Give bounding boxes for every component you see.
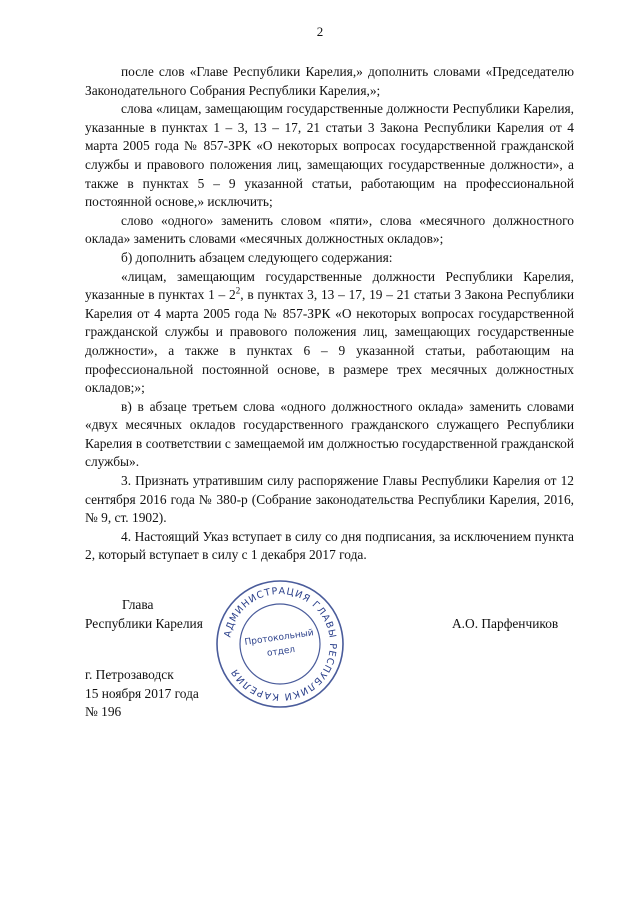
paragraph-item-3: 3. Признать утратившим силу распоряжение Главы Республики Карелия от 12 сентября 2016 года № 380-р (Собрание законодательства Республики Карелия, 2016, № 9, ст. 1902). bbox=[85, 473, 574, 526]
stamp-center-line2: отдел bbox=[266, 645, 296, 659]
paragraph-words-exclude: слова «лицам, замещающим государственные должности Республики Карелия, указанные в пунктах 1 – 3, 13 – 17, 21 статьи 3 Закона Республики Карелия от 4 марта 2005 года № 857-ЗРК «О некоторых вопросах государственной гражданской службы и правового положения лиц, замещающих государственные должности», а также в пунктах 5 – 9 указанной статьи, работающим на профессиональной постоянной основе,» исключить; bbox=[85, 101, 574, 210]
paragraph-addition bbox=[85, 268, 574, 398]
decree-number: № 196 bbox=[85, 704, 122, 720]
page-number: 2 bbox=[316, 24, 324, 39]
official-stamp bbox=[214, 578, 346, 710]
paragraph-word-replace: слово «одного» заменить словом «пяти», слова «месячного должностного оклада» заменить словами «месячных должностных окладов»; bbox=[85, 212, 574, 247]
stamp-outer-circle bbox=[217, 581, 343, 707]
paragraph-item-4: 4. Настоящий Указ вступает в силу со дня подписания, за исключением пункта 2, который вступает в силу с 1 декабря 2017 года. bbox=[85, 528, 574, 563]
stamp-ring-text: АДМИНИСТРАЦИЯ ГЛАВЫ РЕСПУБЛИКИ КАРЕЛИЯ bbox=[222, 585, 339, 703]
stamp-center-line1: Протокольный bbox=[244, 628, 315, 648]
signature-title bbox=[85, 596, 203, 633]
paragraph-item-b: б) дополнить абзацем следующего содержания: bbox=[121, 249, 393, 265]
signature-name: А.О. Парфенчиков bbox=[452, 616, 559, 631]
signature-title-line1: Глава bbox=[122, 597, 154, 612]
decree-date: 15 ноября 2017 года bbox=[85, 685, 199, 701]
place-date-block bbox=[85, 666, 199, 722]
paragraph-addition-part2: , в пунктах 3, 13 – 17, 19 – 21 статьи 3 Закона Республики Карелия от 4 марта 2005 года № 857-ЗРК «О некоторых вопросах государственной гражданской службы и правового положения лиц, замещающих государственные должности», а также в пунктах 6 – 9 указанной статьи, работающим на профессиональной постоянной основе, в размере трех месячных должностных окладов;»; bbox=[85, 287, 574, 396]
paragraph-addition-part1: «лицам, замещающим государственные должности Республики Карелия, указанные в пунктах 1 – 2 bbox=[85, 268, 574, 303]
place-city: г. Петрозаводск bbox=[85, 667, 174, 682]
paragraph-after-words: после слов «Главе Республики Карелия,» дополнить словами «Председателю Законодательного Собрания Республики Карелия,»; bbox=[85, 64, 574, 98]
paragraph-item-v: в) в абзаце третьем слова «одного должностного оклада» заменить словами «двух месячных окладов государственного гражданского служащего Республики Карелия в соответствии с замещаемой им должностью государственной гражданской службы». bbox=[85, 398, 574, 470]
document-body bbox=[85, 63, 574, 565]
superscript: 2 bbox=[235, 285, 241, 296]
signature-title-line2: Республики Карелия bbox=[85, 615, 203, 631]
